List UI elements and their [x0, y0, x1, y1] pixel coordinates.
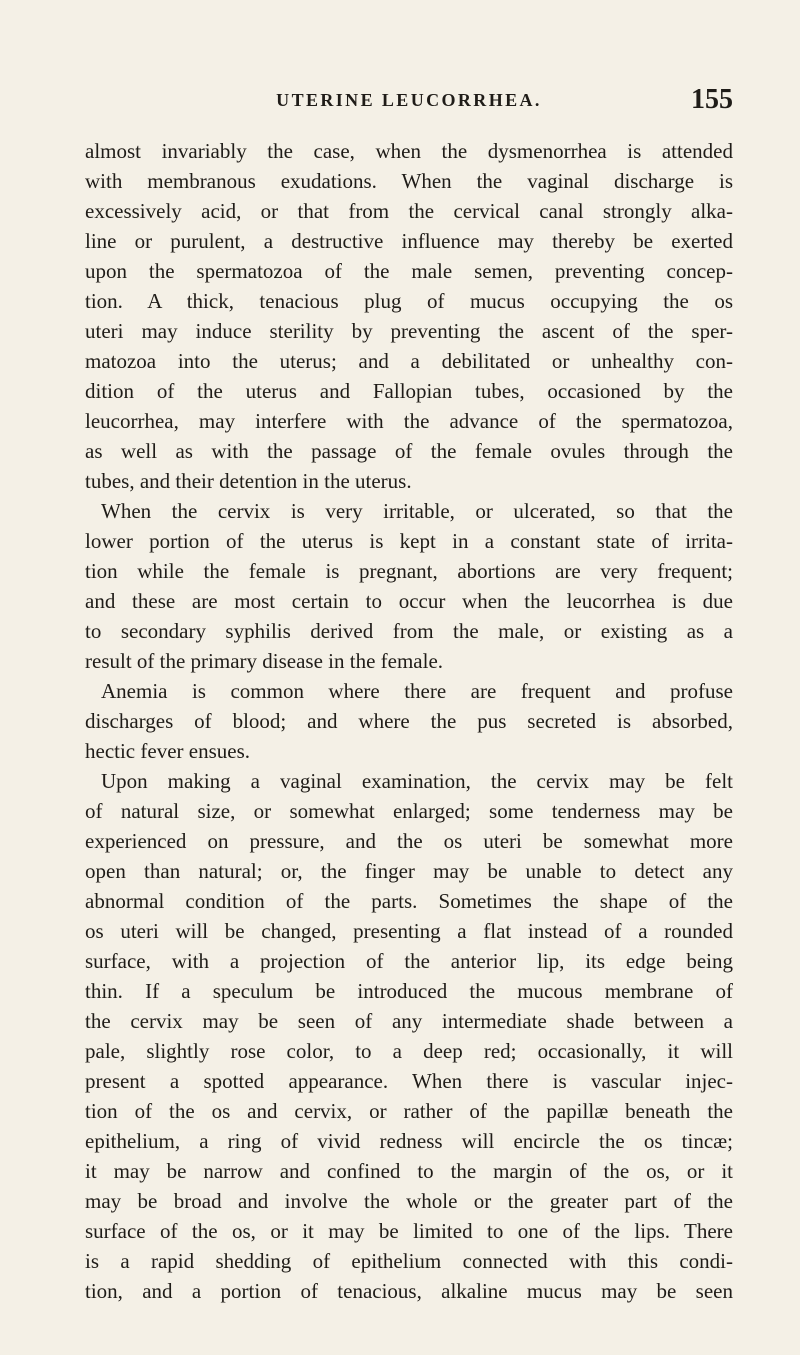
text-line: When the cervix is very irritable, or ulcerated, so that the [101, 499, 733, 523]
text-line: is a rapid shedding of epithelium connected with this condi- [85, 1249, 733, 1273]
text-line: surface of the os, or it may be limited to one of the lips. There [85, 1219, 733, 1243]
page-header [85, 84, 733, 126]
text-line: upon the spermatozoa of the male semen, preventing concep- [85, 259, 733, 283]
text-line: open than natural; or, the finger may be unable to detect any [85, 859, 733, 883]
text-line: tion, and a portion of tenacious, alkaline mucus may be seen [85, 1279, 733, 1303]
text-line: with membranous exudations. When the vaginal discharge is [85, 169, 733, 193]
text-line: uteri may induce sterility by preventing the ascent of the sper- [85, 319, 733, 343]
text-line: os uteri will be changed, presenting a flat instead of a rounded [85, 919, 733, 943]
text-line: Upon making a vaginal examination, the cervix may be felt [101, 769, 733, 793]
text-line: almost invariably the case, when the dysmenorrhea is attended [85, 139, 733, 163]
paragraph [85, 766, 733, 1306]
text-line: result of the primary disease in the female. [85, 649, 444, 673]
text-line: hectic fever ensues. [85, 739, 250, 763]
text-line: the cervix may be seen of any intermediate shade between a [85, 1009, 733, 1033]
text-line: it may be narrow and confined to the margin of the os, or it [85, 1159, 733, 1183]
paragraph [85, 676, 733, 766]
text-line: tion while the female is pregnant, abortions are very frequent; [85, 559, 733, 583]
text-line: may be broad and involve the whole or the greater part of the [85, 1189, 733, 1213]
text-line: as well as with the passage of the female ovules through the [85, 439, 733, 463]
text-line: excessively acid, or that from the cervical canal strongly alka- [85, 199, 733, 223]
paragraph [85, 496, 733, 676]
body-text [85, 136, 733, 1306]
page-number: 155 [691, 84, 733, 115]
text-line: abnormal condition of the parts. Sometimes the shape of the [85, 889, 733, 913]
text-line: matozoa into the uterus; and a debilitated or unhealthy con- [85, 349, 733, 373]
text-line: line or purulent, a destructive influence may thereby be exerted [85, 229, 733, 253]
text-line: of natural size, or somewhat enlarged; some tenderness may be [85, 799, 733, 823]
text-line: pale, slightly rose color, to a deep red; occasionally, it will [85, 1039, 733, 1063]
text-line: epithelium, a ring of vivid redness will encircle the os tincæ; [85, 1129, 733, 1153]
text-line: tion of the os and cervix, or rather of the papillæ beneath the [85, 1099, 733, 1123]
text-line: surface, with a projection of the anterior lip, its edge being [85, 949, 733, 973]
text-line: and these are most certain to occur when the leucorrhea is due [85, 589, 733, 613]
text-line: tubes, and their detention in the uterus. [85, 469, 412, 493]
text-line: discharges of blood; and where the pus secreted is absorbed, [85, 709, 733, 733]
text-line: Anemia is common where there are frequent and profuse [101, 679, 733, 703]
text-line: tion. A thick, tenacious plug of mucus occupying the os [85, 289, 733, 313]
text-line: to secondary syphilis derived from the male, or existing as a [85, 619, 733, 643]
text-line: leucorrhea, may interfere with the advance of the spermatozoa, [85, 409, 733, 433]
text-line: lower portion of the uterus is kept in a constant state of irrita- [85, 529, 733, 553]
text-line: present a spotted appearance. When there is vascular injec- [85, 1069, 733, 1093]
text-line: experienced on pressure, and the os uteri be somewhat more [85, 829, 733, 853]
running-head: UTERINE LEUCORRHEA. [276, 90, 542, 110]
paragraph [85, 136, 733, 496]
text-line: thin. If a speculum be introduced the mucous membrane of [85, 979, 733, 1003]
text-line: dition of the uterus and Fallopian tubes, occasioned by the [85, 379, 733, 403]
